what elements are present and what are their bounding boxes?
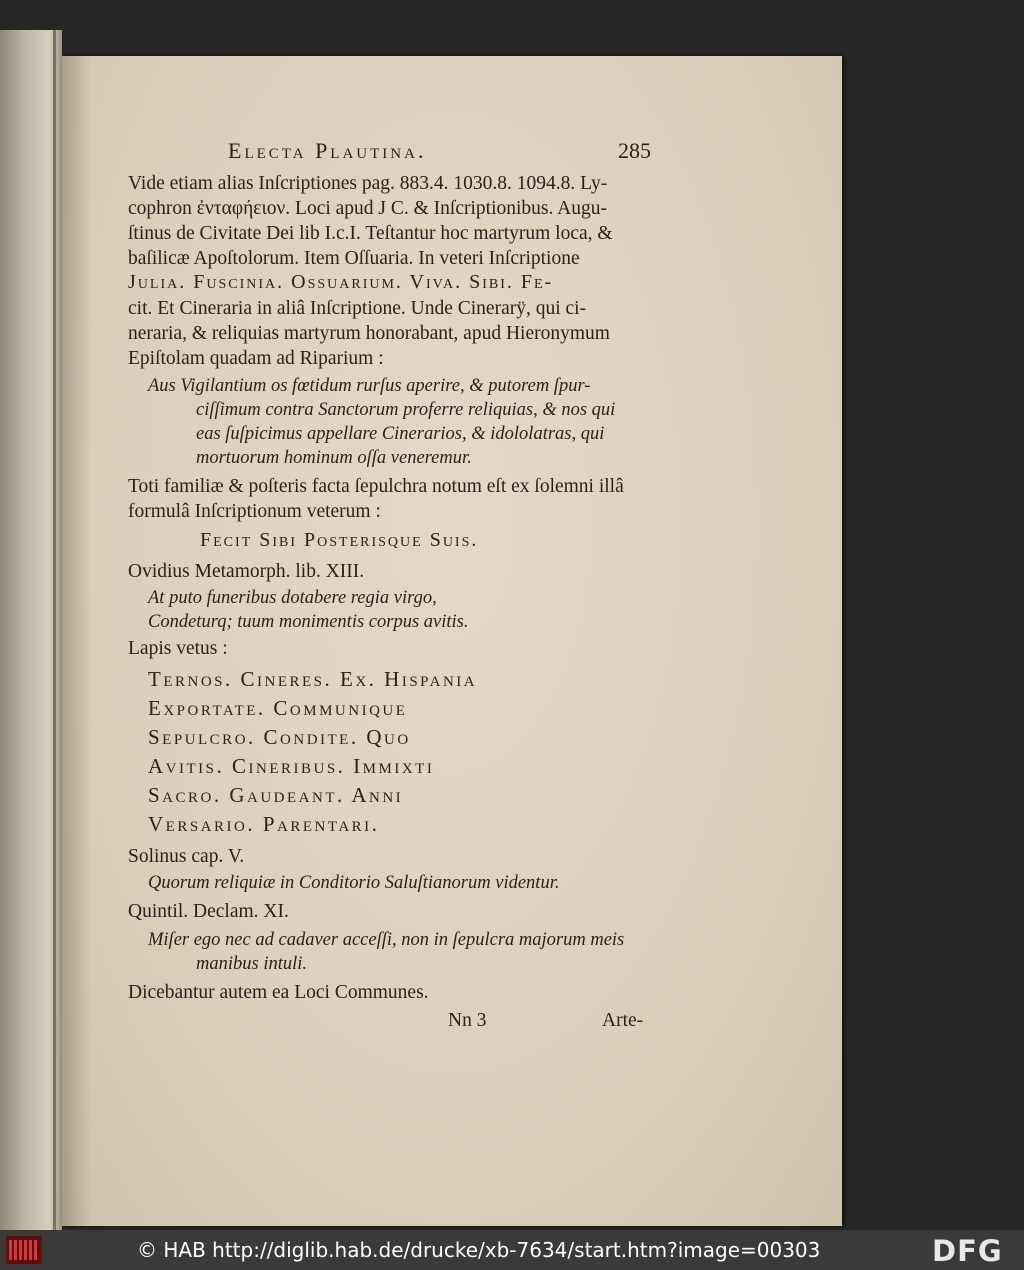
inscription-line: Versario. Parentari.	[148, 812, 380, 836]
citation-lapis: Lapis vetus :	[128, 638, 228, 659]
text-line: baſilicæ Apoſtolorum. Item Oſſuaria. In veteri Inſcriptione	[128, 248, 580, 269]
text-line: Vide etiam alias Inſcriptiones pag. 883.4. 1030.8. 1094.8. Ly-	[128, 173, 608, 194]
page-edge-line	[53, 30, 56, 1230]
dfg-logo: DFG	[932, 1234, 1003, 1268]
signature-mark: Nn 3	[448, 1010, 487, 1031]
quote-line: manibus intuli.	[196, 954, 308, 974]
citation-quintil: Quintil. Declam. XI.	[128, 901, 289, 922]
footer-bar	[0, 1230, 1024, 1270]
text-line: Epiſtolam quadam ad Riparium :	[128, 348, 384, 369]
text-line: neraria, & reliquias martyrum honorabant, apud Hieronymum	[128, 323, 610, 344]
running-title: Electa Plautina.	[228, 138, 427, 163]
text-line: ſtinus de Civitate Dei lib I.c.I. Teſtantur hoc martyrum loca, &	[128, 223, 613, 244]
text-line: Dicebantur autem ea Loci Communes.	[128, 982, 429, 1003]
quote-line: mortuorum hominum oſſa veneremur.	[196, 448, 472, 468]
book-page	[62, 56, 842, 1226]
text-line: Julia. Fuscinia. Ossuarium. Viva. Sibi. Fe-	[128, 271, 554, 293]
quote-line: eas ſuſpicimus appellare Cinerarios, & idololatras, qui	[196, 424, 605, 444]
text-line: Toti familiæ & poſteris facta ſepulchra notum eſt ex ſolemni illâ	[128, 476, 624, 497]
citation-ovid: Ovidius Metamorph. lib. XIII.	[128, 561, 365, 582]
attribution-link[interactable]: © HAB http://diglib.hab.de/drucke/xb-7634/start.htm?image=00303	[137, 1238, 821, 1262]
text-line: cophron ἐνταφήειον. Loci apud J C. & Inſcriptionibus. Augu-	[128, 198, 608, 219]
hab-logo-icon	[6, 1236, 42, 1264]
citation-solinus: Solinus cap. V.	[128, 846, 245, 867]
inscription-line: Sepulcro. Condite. Quo	[148, 725, 411, 749]
quote-line: Aus Vigilantium os fœtidum rurſus aperire, & putorem ſpur-	[148, 376, 591, 396]
inscription-line: Avitis. Cineribus. Immixti	[148, 754, 435, 778]
text-line: formulâ Inſcriptionum veterum :	[128, 501, 381, 522]
inscription-line: Sacro. Gaudeant. Anni	[148, 783, 404, 807]
quote-line: At puto funeribus dotabere regia virgo,	[148, 588, 437, 608]
gutter-shadow	[62, 56, 92, 1226]
inscription-line: Exportate. Communique	[148, 696, 408, 720]
text-line: cit. Et Cineraria in aliâ Inſcriptione. Unde Cinerarÿ, qui ci-	[128, 298, 587, 319]
inscription-formula: Fecit Sibi Posterisque Suis.	[200, 529, 479, 551]
previous-page-edge	[0, 30, 62, 1230]
quote-line: ciſſimum contra Sanctorum proferre reliquias, & nos qui	[196, 400, 616, 420]
page-number: 285	[618, 138, 651, 163]
quote-line: Miſer ego nec ad cadaver acceſſi, non in ſepulcra majorum meis	[148, 930, 625, 950]
catchword: Arte-	[602, 1010, 644, 1031]
inscription-line: Ternos. Cineres. Ex. Hispania	[148, 667, 478, 691]
quote-line: Condeturq; tuum monimentis corpus avitis.	[148, 612, 469, 632]
quote-line: Quorum reliquiæ in Conditorio Saluſtianorum videntur.	[148, 873, 560, 893]
